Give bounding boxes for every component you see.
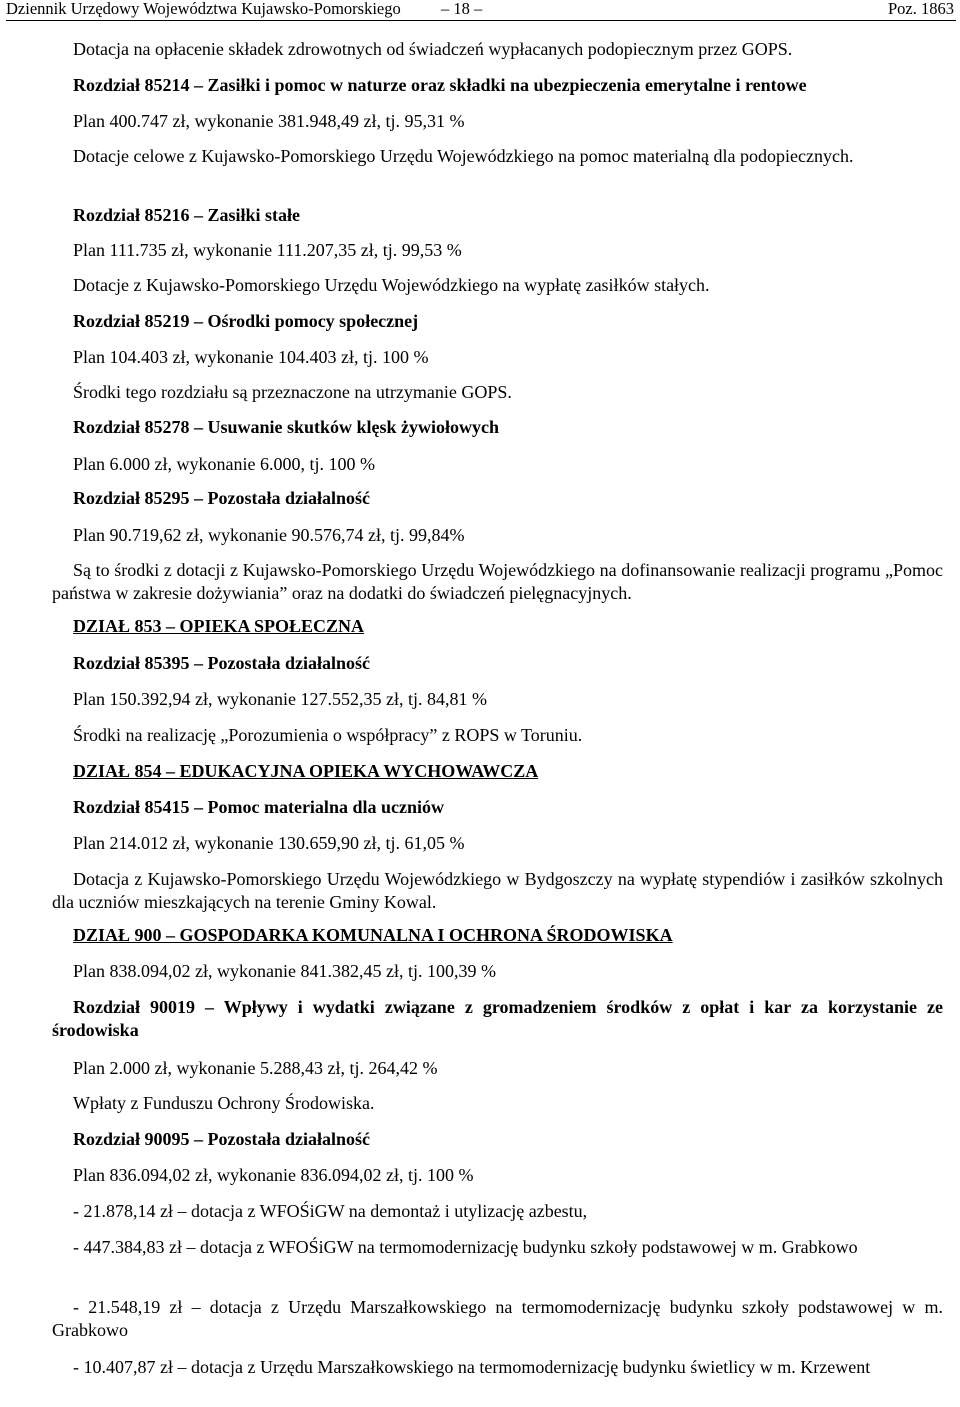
page-header [6, 0, 956, 21]
paragraph: - 21.878,14 zł – dotacja z WFOŚiGW na demontaż i utylizację azbestu, [73, 1201, 588, 1221]
chapter-heading: Rozdział 85214 – Zasiłki i pomoc w naturze oraz składki na ubezpieczenia emerytalne i rentowe [73, 75, 807, 95]
paragraph: Są to środki z dotacji z Kujawsko-Pomorskiego Urzędu Wojewódzkiego na dofinansowanie realizacji programu „Pomoc państwa w zakresie dożywiania” oraz na dodatki do świadczeń pielęgnacyjnych. [52, 560, 943, 603]
paragraph: Plan 400.747 zł, wykonanie 381.948,49 zł, tj. 95,31 % [73, 111, 465, 131]
paragraph: Plan 838.094,02 zł, wykonanie 841.382,45 zł, tj. 100,39 % [73, 961, 496, 981]
journal-title: Dziennik Urzędowy Województwa Kujawsko-Pomorskiego [6, 0, 401, 18]
chapter-heading: Rozdział 90019 – Wpływy i wydatki związane z gromadzeniem środków z opłat i kar za korzystanie ze środowiska [52, 997, 943, 1040]
chapter-heading: Rozdział 90095 – Pozostała działalność [73, 1129, 370, 1149]
paragraph: Dotacja z Kujawsko-Pomorskiego Urzędu Wojewódzkiego w Bydgoszczy na wypłatę stypendiów i zasiłków szkolnych dla uczniów mieszkających na terenie Gminy Kowal. [52, 869, 943, 912]
paragraph: Środki tego rozdziału są przeznaczone na utrzymanie GOPS. [73, 382, 512, 402]
paragraph: - 447.384,83 zł – dotacja z WFOŚiGW na termomodernizację budynku szkoły podstawowej w m. Grabkowo [73, 1237, 858, 1257]
position-number: Poz. 1863 [888, 0, 954, 18]
section-heading: DZIAŁ 853 – OPIEKA SPOŁECZNA [73, 616, 365, 636]
paragraph: Wpłaty z Funduszu Ochrony Środowiska. [73, 1093, 375, 1113]
chapter-heading: Rozdział 85219 – Ośrodki pomocy społecznej [73, 311, 419, 331]
paragraph: Środki na realizację „Porozumienia o współpracy” z ROPS w Toruniu. [73, 725, 583, 745]
paragraph: Plan 90.719,62 zł, wykonanie 90.576,74 zł, tj. 99,84% [73, 525, 465, 545]
paragraph: Plan 836.094,02 zł, wykonanie 836.094,02 zł, tj. 100 % [73, 1165, 474, 1185]
paragraph: - 21.548,19 zł – dotacja z Urzędu Marszałkowskiego na termomodernizację budynku szkoły podstawowej w m. Grabkowo [52, 1297, 943, 1340]
paragraph: - 10.407,87 zł – dotacja z Urzędu Marszałkowskiego na termomodernizację budynku świetlicy w m. Krzewent [73, 1357, 871, 1377]
paragraph: Plan 150.392,94 zł, wykonanie 127.552,35 zł, tj. 84,81 % [73, 689, 487, 709]
chapter-heading: Rozdział 85216 – Zasiłki stałe [73, 205, 301, 225]
chapter-heading: Rozdział 85395 – Pozostała działalność [73, 653, 370, 673]
section-heading: DZIAŁ 854 – EDUKACYJNA OPIEKA WYCHOWAWCZA [73, 761, 539, 781]
chapter-heading: Rozdział 85415 – Pomoc materialna dla uczniów [73, 797, 444, 817]
page-number: – 18 – [441, 0, 483, 18]
paragraph: Dotacje z Kujawsko-Pomorskiego Urzędu Wojewódzkiego na wypłatę zasiłków stałych. [73, 275, 710, 295]
paragraph: Plan 111.735 zł, wykonanie 111.207,35 zł, tj. 99,53 % [73, 240, 462, 260]
chapter-heading: Rozdział 85278 – Usuwanie skutków klęsk żywiołowych [73, 417, 500, 437]
paragraph: Plan 104.403 zł, wykonanie 104.403 zł, tj. 100 % [73, 347, 429, 367]
paragraph: Dotacje celowe z Kujawsko-Pomorskiego Urzędu Wojewódzkiego na pomoc materialną dla podopiecznych. [73, 146, 854, 166]
paragraph: Plan 214.012 zł, wykonanie 130.659,90 zł, tj. 61,05 % [73, 833, 465, 853]
paragraph: Plan 6.000 zł, wykonanie 6.000, tj. 100 % [73, 454, 375, 474]
chapter-heading: Rozdział 85295 – Pozostała działalność [73, 488, 370, 508]
paragraph: Dotacja na opłacenie składek zdrowotnych od świadczeń wypłacanych podopiecznym przez GOPS. [73, 39, 793, 59]
paragraph: Plan 2.000 zł, wykonanie 5.288,43 zł, tj. 264,42 % [73, 1058, 438, 1078]
section-heading: DZIAŁ 900 – GOSPODARKA KOMUNALNA I OCHRONA ŚRODOWISKA [73, 925, 673, 945]
